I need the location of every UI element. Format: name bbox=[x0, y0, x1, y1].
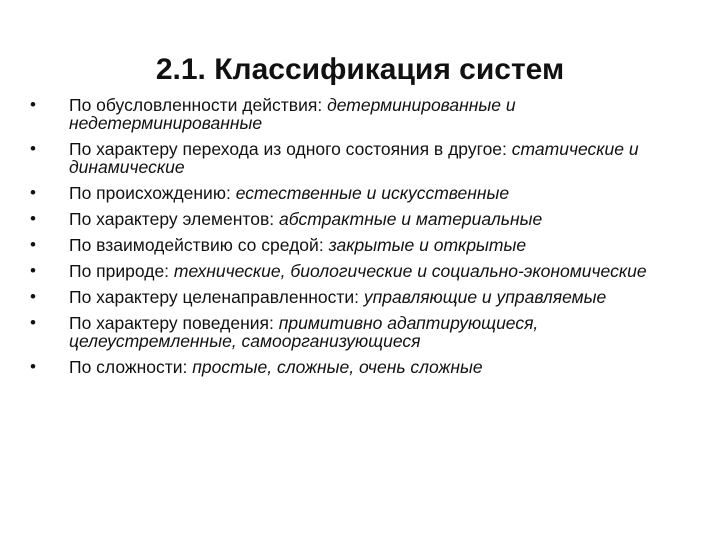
item-category: По обусловленности действия: bbox=[69, 95, 323, 115]
item-values: абстрактные и материальные bbox=[278, 209, 543, 229]
item-values: управляющие и управляемые bbox=[363, 287, 607, 307]
list-item bbox=[30, 96, 690, 132]
list-item bbox=[30, 314, 690, 350]
bullet-icon: • bbox=[30, 139, 36, 158]
item-values: детерминированные и недетерминированные bbox=[69, 95, 516, 133]
classification-list bbox=[30, 96, 690, 384]
list-item bbox=[30, 210, 690, 228]
item-values: естественные и искусственные bbox=[235, 183, 510, 203]
item-category: По сложности: bbox=[69, 357, 188, 377]
item-category: По характеру целенаправленности: bbox=[69, 287, 360, 307]
item-values: простые, сложные, очень сложные bbox=[192, 357, 483, 377]
bullet-icon: • bbox=[30, 313, 36, 332]
item-values: закрытые и открытые bbox=[328, 235, 527, 255]
list-item bbox=[30, 358, 690, 376]
bullet-icon: • bbox=[30, 183, 36, 202]
item-category: По характеру поведения: bbox=[69, 313, 274, 333]
item-category: По природе: bbox=[69, 261, 170, 281]
item-category: По характеру перехода из одного состояния в другое: bbox=[69, 139, 507, 159]
item-category: По характеру элементов: bbox=[69, 209, 275, 229]
bullet-icon: • bbox=[30, 95, 36, 114]
bullet-icon: • bbox=[30, 235, 36, 254]
list-item bbox=[30, 140, 690, 176]
item-values: примитивно адаптирующиеся, целеустремленные, самоорганизующиеся bbox=[69, 313, 539, 351]
item-values: статические и динамические bbox=[69, 139, 639, 177]
bullet-icon: • bbox=[30, 209, 36, 228]
bullet-icon: • bbox=[30, 261, 36, 280]
list-item bbox=[30, 288, 690, 306]
item-category: По взаимодействию со средой: bbox=[69, 235, 324, 255]
bullet-icon: • bbox=[30, 287, 36, 306]
item-category: По происхождению: bbox=[69, 183, 231, 203]
slide-title: 2.1. Классификация систем bbox=[155, 53, 565, 86]
item-values: технические, биологические и социально-экономические bbox=[173, 261, 647, 281]
bullet-icon: • bbox=[30, 357, 36, 376]
list-item bbox=[30, 262, 690, 280]
list-item bbox=[30, 184, 690, 202]
list-item bbox=[30, 236, 690, 254]
